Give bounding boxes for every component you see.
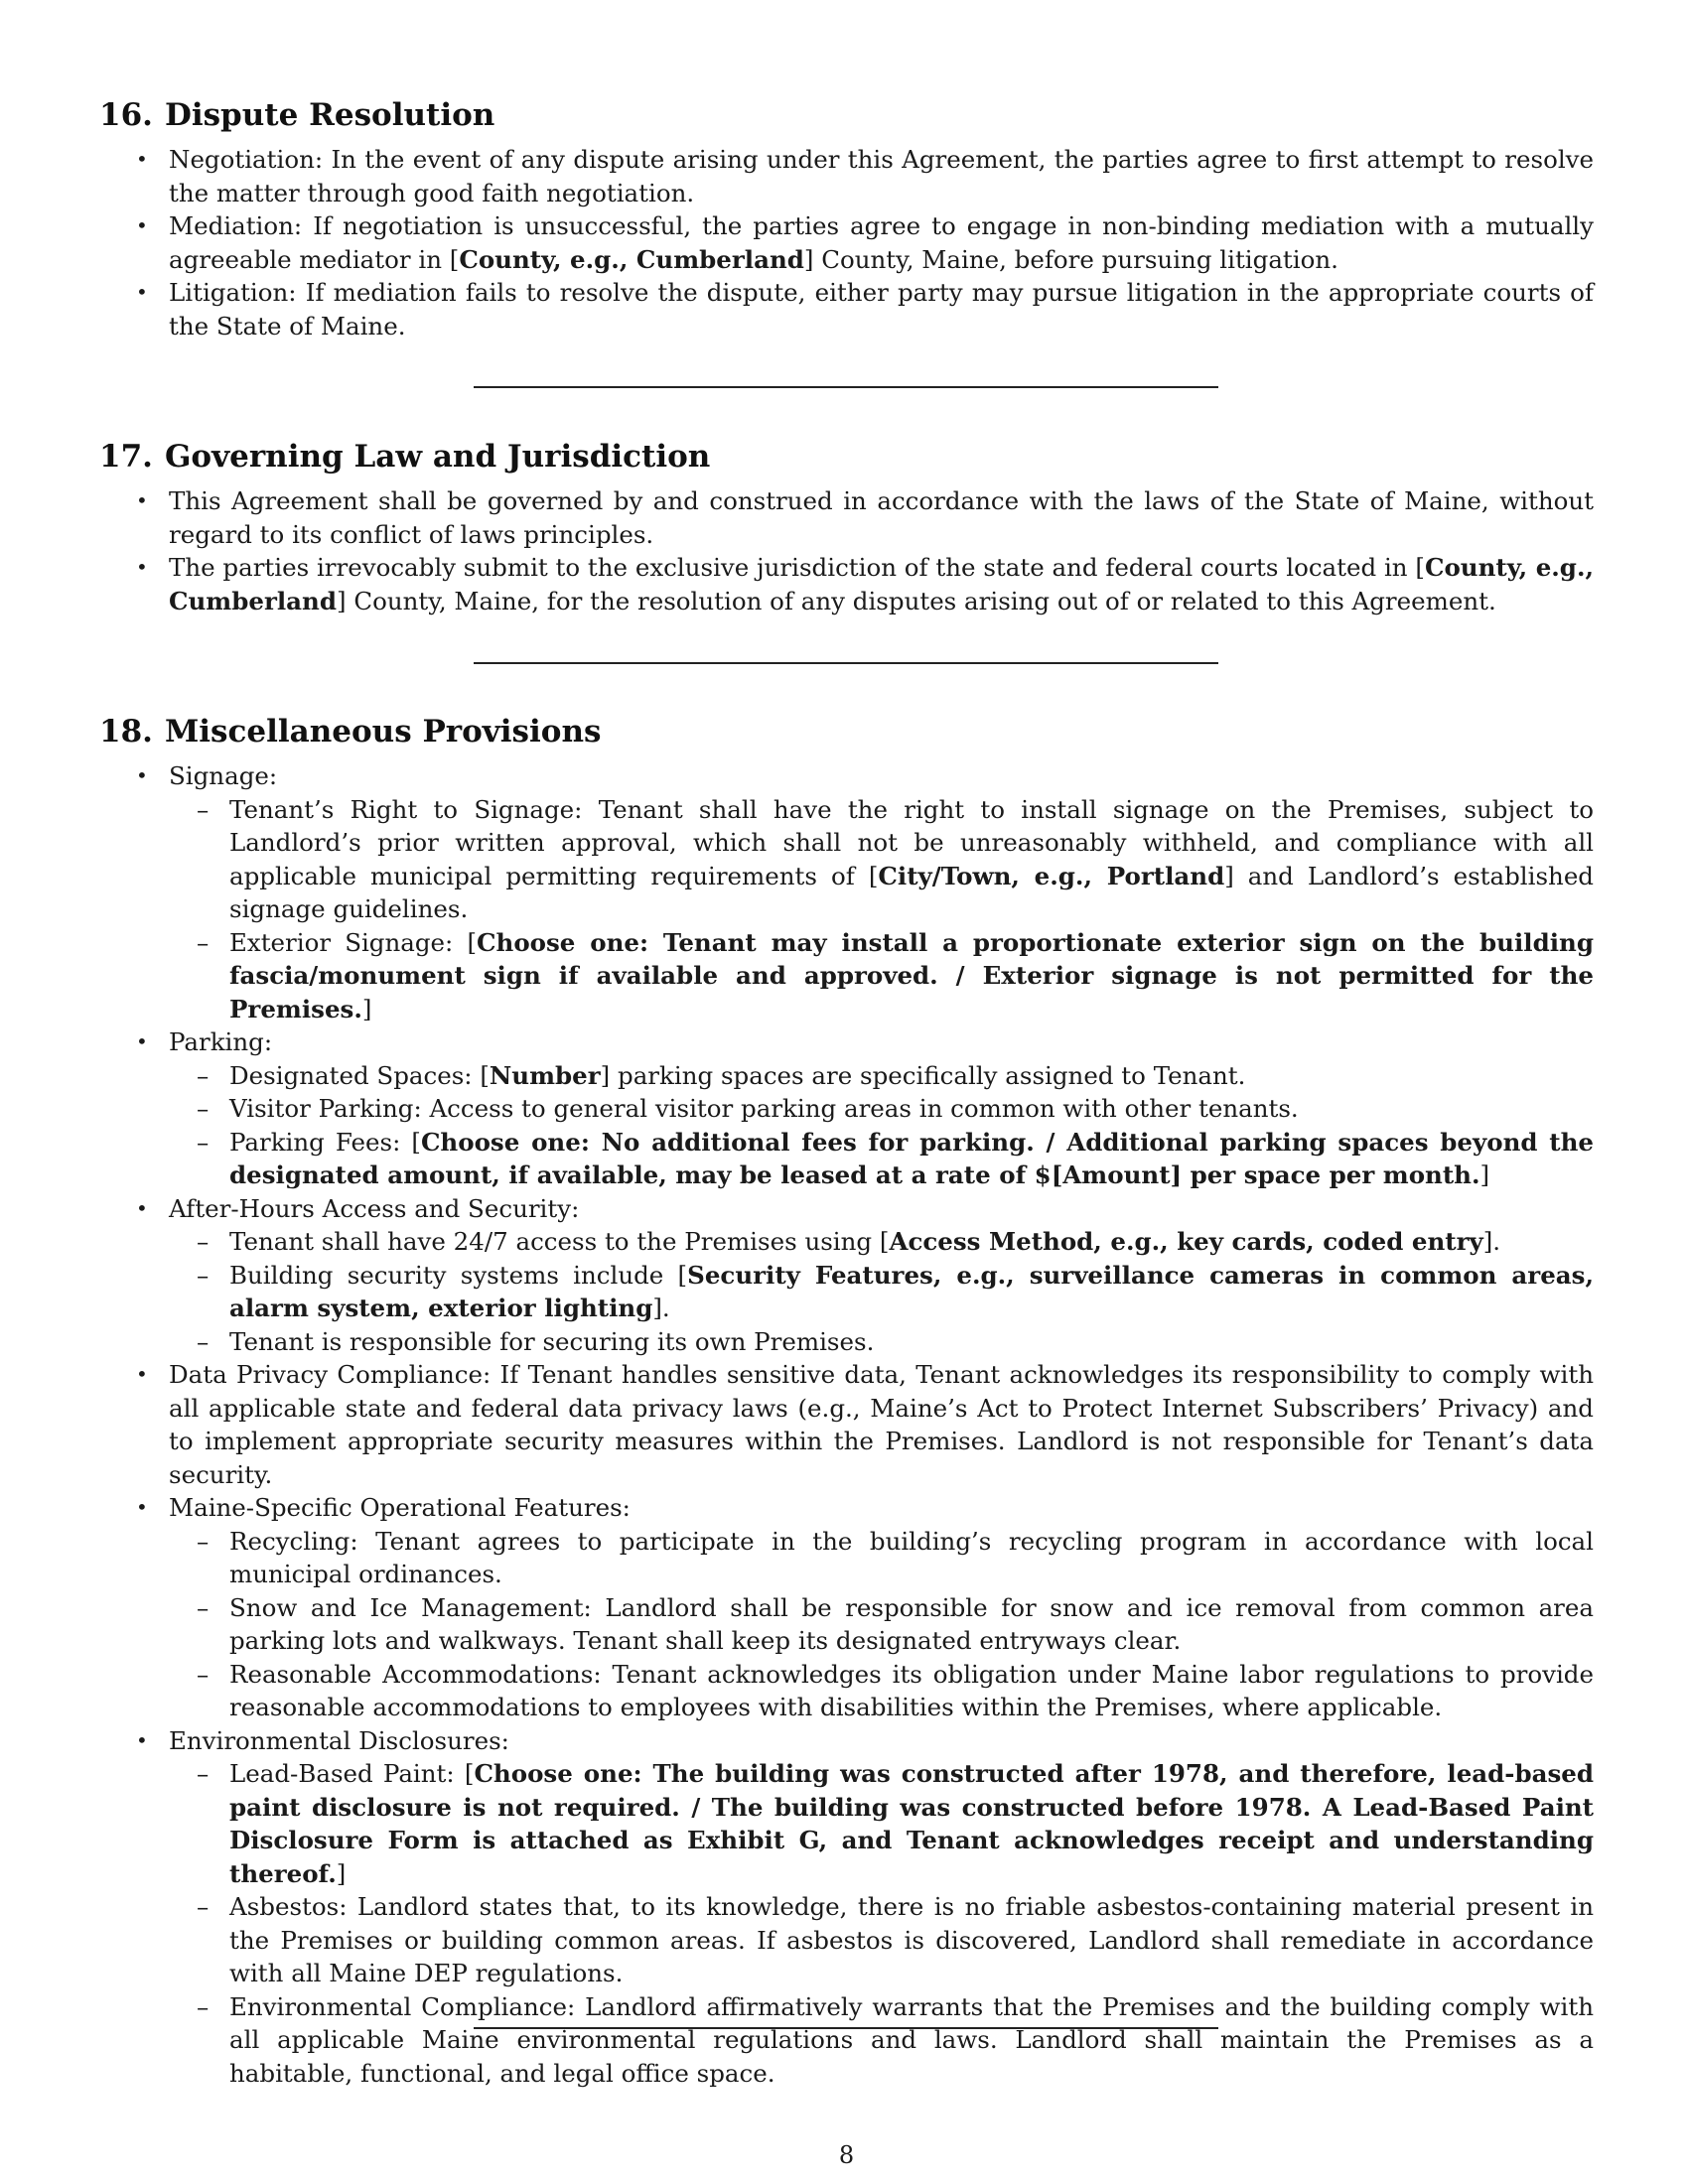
bullet-icon: • <box>136 213 148 237</box>
item-text: Visitor Parking: Access to general visitor parking areas in common with other tenants. <box>229 1094 1299 1123</box>
item-text: Tenant is responsible for securing its own Premises. <box>229 1326 875 1356</box>
item-text: ] County, Maine, for the resolution of any disputes arising out of or related to this Agreement. <box>337 586 1496 615</box>
bullet-list <box>99 143 1594 342</box>
item-text: Building security systems include [ <box>229 1260 688 1290</box>
sub-item-lead-paint <box>169 1757 1594 1890</box>
item-text: Environmental Compliance: Landlord affirmatively warrants that the Premises and the building comply with all applicable Maine environmental regulations and laws. Landlord shall maintain the Premises as a habitable, functional, and legal office space. <box>229 1991 1594 2088</box>
item-label: Environmental Disclosures: <box>169 1725 509 1755</box>
sub-item-asbestos <box>169 1890 1594 1990</box>
document-page <box>99 0 1594 2184</box>
dash-icon: – <box>197 1326 210 1356</box>
bullet-icon: • <box>136 555 148 579</box>
sub-list <box>169 793 1594 1026</box>
bullet-icon: • <box>136 763 148 787</box>
sub-item-parking-fees <box>169 1126 1594 1192</box>
sub-item-designated-spaces <box>169 1059 1594 1093</box>
placeholder-field: Access Method, e.g., key cards, coded entry <box>889 1227 1483 1256</box>
sub-item-accommodations <box>169 1658 1594 1724</box>
list-item-litigation <box>99 276 1594 342</box>
bullet-icon: • <box>136 1362 148 1386</box>
bullet-list <box>99 484 1594 617</box>
bullet-icon: • <box>136 1029 148 1053</box>
item-label: After-Hours Access and Security: <box>169 1193 580 1223</box>
dash-icon: – <box>197 927 210 957</box>
section-number: 17. <box>99 439 153 475</box>
dash-icon: – <box>197 1592 210 1622</box>
horizontal-divider <box>474 386 1218 388</box>
item-text: Parking Fees: [ <box>229 1127 421 1157</box>
item-text: ] parking spaces are specifically assigned to Tenant. <box>600 1060 1246 1090</box>
dash-icon: – <box>197 1659 210 1689</box>
sub-item-signage-right <box>169 793 1594 926</box>
sub-item-visitor-parking <box>169 1092 1594 1126</box>
placeholder-field: County, e.g., Cumberland <box>459 244 804 274</box>
item-label: Maine-Specific Operational Features: <box>169 1493 631 1522</box>
item-text: Tenant’s Right to Signage: Tenant shall have the right to install signage on the Premises, subject to Landlord’s prior written approval, which shall not be unreasonably withheld, and compliance with all applicable municipal permitting requirements of [ <box>229 794 1594 890</box>
section-heading <box>99 95 1594 135</box>
item-text: ]. <box>1482 1227 1501 1256</box>
section-number: 18. <box>99 714 153 750</box>
item-label: Signage: <box>169 761 278 790</box>
dash-icon: – <box>197 1526 210 1556</box>
section-number: 16. <box>99 97 153 133</box>
sub-item-recycling <box>169 1525 1594 1591</box>
sub-item-access-method <box>169 1225 1594 1259</box>
dash-icon: – <box>197 1991 210 2021</box>
item-text: Snow and Ice Management: Landlord shall be responsible for snow and ice removal from common area parking lots and walkways. Tenant shall keep its designated entryways clear. <box>229 1592 1594 1655</box>
item-text: Lead-Based Paint: [ <box>229 1759 475 1788</box>
item-text: The parties irrevocably submit to the exclusive jurisdiction of the state and federal courts located in [ <box>169 553 1425 582</box>
item-text: Reasonable Accommodations: Tenant acknowledges its obligation under Maine labor regulations to provide reasonable accommodations to employees with disabilities within the Premises, where applicable. <box>229 1659 1594 1721</box>
list-item-parking <box>99 1025 1594 1192</box>
list-item-environmental <box>99 1724 1594 2091</box>
bullet-icon: • <box>136 280 148 304</box>
placeholder-field: City/Town, e.g., Portland <box>878 861 1225 890</box>
section-17 <box>99 437 1594 617</box>
item-text: ] and Landlord’s established signage guidelines. <box>229 861 1594 923</box>
sub-list <box>169 1757 1594 2090</box>
item-text: ] <box>1479 1160 1490 1189</box>
placeholder-field: Choose one: Tenant may install a proportionate exterior sign on the building fascia/monument sign if available and approved. / Exterior signage is not permitted for the Premises. <box>229 927 1594 1024</box>
dash-icon: – <box>197 1892 210 1921</box>
sub-item-security-features <box>169 1259 1594 1325</box>
list-item-access-security <box>99 1192 1594 1359</box>
bullet-icon: • <box>136 147 148 171</box>
bullet-icon: • <box>136 1495 148 1519</box>
dash-icon: – <box>197 1127 210 1157</box>
list-item-maine-features <box>99 1491 1594 1724</box>
section-18 <box>99 712 1594 2090</box>
item-text: ] <box>336 1858 347 1888</box>
placeholder-field: Choose one: No additional fees for parking. / Additional parking spaces beyond the designated amount, if available, may be leased at a rate of $[Amount] per space per month. <box>229 1127 1594 1189</box>
page-number: 8 <box>838 2141 855 2169</box>
bullet-list <box>99 759 1594 2090</box>
sub-list <box>169 1059 1594 1192</box>
section-16 <box>99 95 1594 342</box>
sub-item-securing-premises <box>169 1325 1594 1359</box>
item-text: Recycling: Tenant agrees to participate in the building’s recycling program in accordance with local municipal ordinances. <box>229 1526 1594 1588</box>
placeholder-field: Number <box>489 1060 601 1090</box>
item-text: ] County, Maine, before pursuing litigation. <box>803 244 1338 274</box>
sub-list <box>169 1525 1594 1724</box>
sub-item-snow-ice <box>169 1591 1594 1658</box>
bullet-icon: • <box>136 488 148 512</box>
dash-icon: – <box>197 1060 210 1090</box>
section-title: Dispute Resolution <box>164 97 495 133</box>
dash-icon: – <box>197 1260 210 1290</box>
list-item-signage <box>99 759 1594 1025</box>
dash-icon: – <box>197 794 210 824</box>
dash-icon: – <box>197 1759 210 1788</box>
list-item-data-privacy <box>99 1358 1594 1491</box>
item-text: Tenant shall have 24/7 access to the Premises using [ <box>229 1227 890 1256</box>
item-text: Data Privacy Compliance: If Tenant handles sensitive data, Tenant acknowledges its responsibility to comply with all applicable state and federal data privacy laws (e.g., Maine’s Act to Protect Internet Subscribers’ Privacy) and to implement appropriate security measures within the Premises. Landlord is not responsible for Tenant’s data security. <box>169 1360 1594 1489</box>
item-text: ] <box>361 994 372 1024</box>
section-title: Miscellaneous Provisions <box>164 714 602 750</box>
item-text: Asbestos: Landlord states that, to its knowledge, there is no friable asbestos-containing material present in the Premises or building common areas. If asbestos is discovered, Landlord shall remediate in accordance with all Maine DEP regulations. <box>229 1892 1594 1987</box>
section-title: Governing Law and Jurisdiction <box>164 439 711 475</box>
horizontal-divider <box>474 2027 1218 2029</box>
placeholder-field: County, e.g., Cumberland <box>169 553 1595 615</box>
list-item-governing-law <box>99 484 1594 551</box>
sub-list <box>169 1225 1594 1358</box>
list-item-jurisdiction <box>99 551 1594 617</box>
item-text: Exterior Signage: [ <box>229 927 478 957</box>
item-text: Mediation: If negotiation is unsuccessful, the parties agree to engage in non-binding mediation with a mutually agreeable mediator in [ <box>169 211 1594 274</box>
item-label: Parking: <box>169 1027 273 1056</box>
bullet-icon: • <box>136 1727 148 1752</box>
sub-item-exterior-signage <box>169 926 1594 1026</box>
sub-item-environmental-compliance <box>169 1990 1594 2091</box>
section-heading <box>99 712 1594 751</box>
section-heading <box>99 437 1594 477</box>
item-text: This Agreement shall be governed by and construed in accordance with the laws of the State of Maine, without regard to its conflict of laws principles. <box>169 486 1594 549</box>
item-text: ]. <box>652 1294 670 1322</box>
item-text: Negotiation: In the event of any dispute arising under this Agreement, the parties agree to first attempt to resolve the matter through good faith negotiation. <box>169 145 1594 207</box>
placeholder-field: Security Features, e.g., surveillance cameras in common areas, alarm system, exterior lighting <box>229 1260 1594 1322</box>
list-item-negotiation <box>99 143 1594 209</box>
placeholder-field: Choose one: The building was constructed after 1978, and therefore, lead-based paint disclosure is not required. / The building was constructed before 1978. A Lead-Based Paint Disclosure Form is attached as Exhibit G, and Tenant acknowledges receipt and understanding thereof. <box>229 1759 1594 1888</box>
dash-icon: – <box>197 1094 210 1123</box>
item-text: Designated Spaces: [ <box>229 1060 490 1090</box>
dash-icon: – <box>197 1227 210 1256</box>
list-item-mediation <box>99 209 1594 276</box>
horizontal-divider <box>474 662 1218 664</box>
item-text: Litigation: If mediation fails to resolve the dispute, either party may pursue litigation in the appropriate courts of the State of Maine. <box>169 278 1594 341</box>
bullet-icon: • <box>136 1195 148 1220</box>
